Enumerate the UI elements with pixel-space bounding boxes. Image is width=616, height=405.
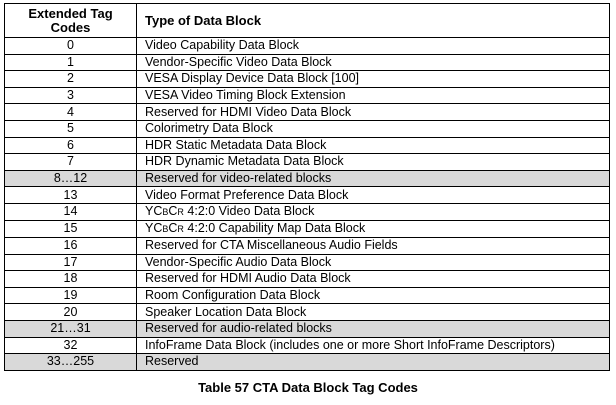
type-of-data-block-header: Type of Data Block: [137, 4, 610, 38]
tag-code-cell: 7: [5, 154, 137, 171]
table-row: [5, 254, 610, 271]
block-type-cell: Video Capability Data Block: [137, 38, 610, 55]
block-type-cell: Reserved: [137, 354, 610, 371]
tag-code-cell: 16: [5, 237, 137, 254]
table-row: [5, 220, 610, 237]
tag-code-cell: 1: [5, 54, 137, 71]
block-type-cell: Video Format Preference Data Block: [137, 187, 610, 204]
table-header-row: [5, 4, 610, 38]
block-type-cell: InfoFrame Data Block (includes one or more Short InfoFrame Descriptors): [137, 337, 610, 354]
ycbcr-subscript-b: B: [162, 223, 169, 234]
table-row: [5, 120, 610, 137]
table-row: [5, 187, 610, 204]
block-type-cell: Vendor-Specific Audio Data Block: [137, 254, 610, 271]
table-row: [5, 287, 610, 304]
ycbcr-c: C: [168, 220, 178, 235]
ycbcr-prefix: YC: [145, 220, 163, 235]
tag-code-cell: 18: [5, 271, 137, 288]
tag-code-cell: 2: [5, 71, 137, 88]
block-type-cell: [137, 220, 610, 237]
header-codes-line1: Extended Tag: [28, 5, 113, 21]
tag-code-cell: 14: [5, 203, 137, 220]
block-type-cell: Vendor-Specific Video Data Block: [137, 54, 610, 71]
table-row: [5, 38, 610, 55]
block-type-cell: Reserved for HDMI Video Data Block: [137, 104, 610, 121]
ycbcr-subscript-r: R: [177, 206, 184, 217]
block-type-cell: Reserved for CTA Miscellaneous Audio Fields: [137, 237, 610, 254]
table-row: [5, 137, 610, 154]
block-type-cell: VESA Video Timing Block Extension: [137, 87, 610, 104]
tag-code-cell: 17: [5, 254, 137, 271]
tag-code-cell: 19: [5, 287, 137, 304]
ycbcr-suffix: 4:2:0 Video Data Block: [183, 203, 315, 218]
ycbcr-subscript-r: R: [177, 223, 184, 234]
ycbcr-c: C: [168, 203, 178, 218]
tag-code-cell: 3: [5, 87, 137, 104]
cta-data-block-tag-table: [4, 3, 610, 371]
ycbcr-prefix: YC: [145, 203, 163, 218]
tag-code-cell: 33…255: [5, 354, 137, 371]
tag-code-cell: 4: [5, 104, 137, 121]
ycbcr-subscript-b: B: [162, 206, 169, 217]
table-row: [5, 54, 610, 71]
tag-code-cell: 8…12: [5, 170, 137, 187]
extended-tag-codes-header: [5, 4, 137, 38]
ycbcr-suffix: 4:2:0 Capability Map Data Block: [183, 220, 366, 235]
table-row: [5, 71, 610, 88]
table-row: [5, 104, 610, 121]
tag-code-cell: 0: [5, 38, 137, 55]
table-row-reserved: [5, 170, 610, 187]
block-type-cell: Room Configuration Data Block: [137, 287, 610, 304]
tag-code-cell: 20: [5, 304, 137, 321]
block-type-cell: HDR Static Metadata Data Block: [137, 137, 610, 154]
tag-code-cell: 21…31: [5, 320, 137, 337]
tag-code-cell: 32: [5, 337, 137, 354]
table-caption: Table 57 CTA Data Block Tag Codes: [198, 380, 418, 395]
tag-code-cell: 6: [5, 137, 137, 154]
tag-code-cell: 13: [5, 187, 137, 204]
block-type-cell: [137, 203, 610, 220]
block-type-cell: Colorimetry Data Block: [137, 120, 610, 137]
table-row: [5, 271, 610, 288]
table-row: [5, 154, 610, 171]
table-row: [5, 304, 610, 321]
block-type-cell: Speaker Location Data Block: [137, 304, 610, 321]
table-row: [5, 237, 610, 254]
table-row-reserved: [5, 354, 610, 371]
table-row: [5, 203, 610, 220]
block-type-cell: VESA Display Device Data Block [100]: [137, 71, 610, 88]
tag-code-cell: 15: [5, 220, 137, 237]
table-row: [5, 337, 610, 354]
table-row: [5, 87, 610, 104]
tag-code-cell: 5: [5, 120, 137, 137]
block-type-cell: Reserved for audio-related blocks: [137, 320, 610, 337]
block-type-cell: Reserved for HDMI Audio Data Block: [137, 271, 610, 288]
block-type-cell: Reserved for video-related blocks: [137, 170, 610, 187]
block-type-cell: HDR Dynamic Metadata Data Block: [137, 154, 610, 171]
header-codes-line2: Codes: [50, 19, 91, 35]
table-row-reserved: [5, 320, 610, 337]
